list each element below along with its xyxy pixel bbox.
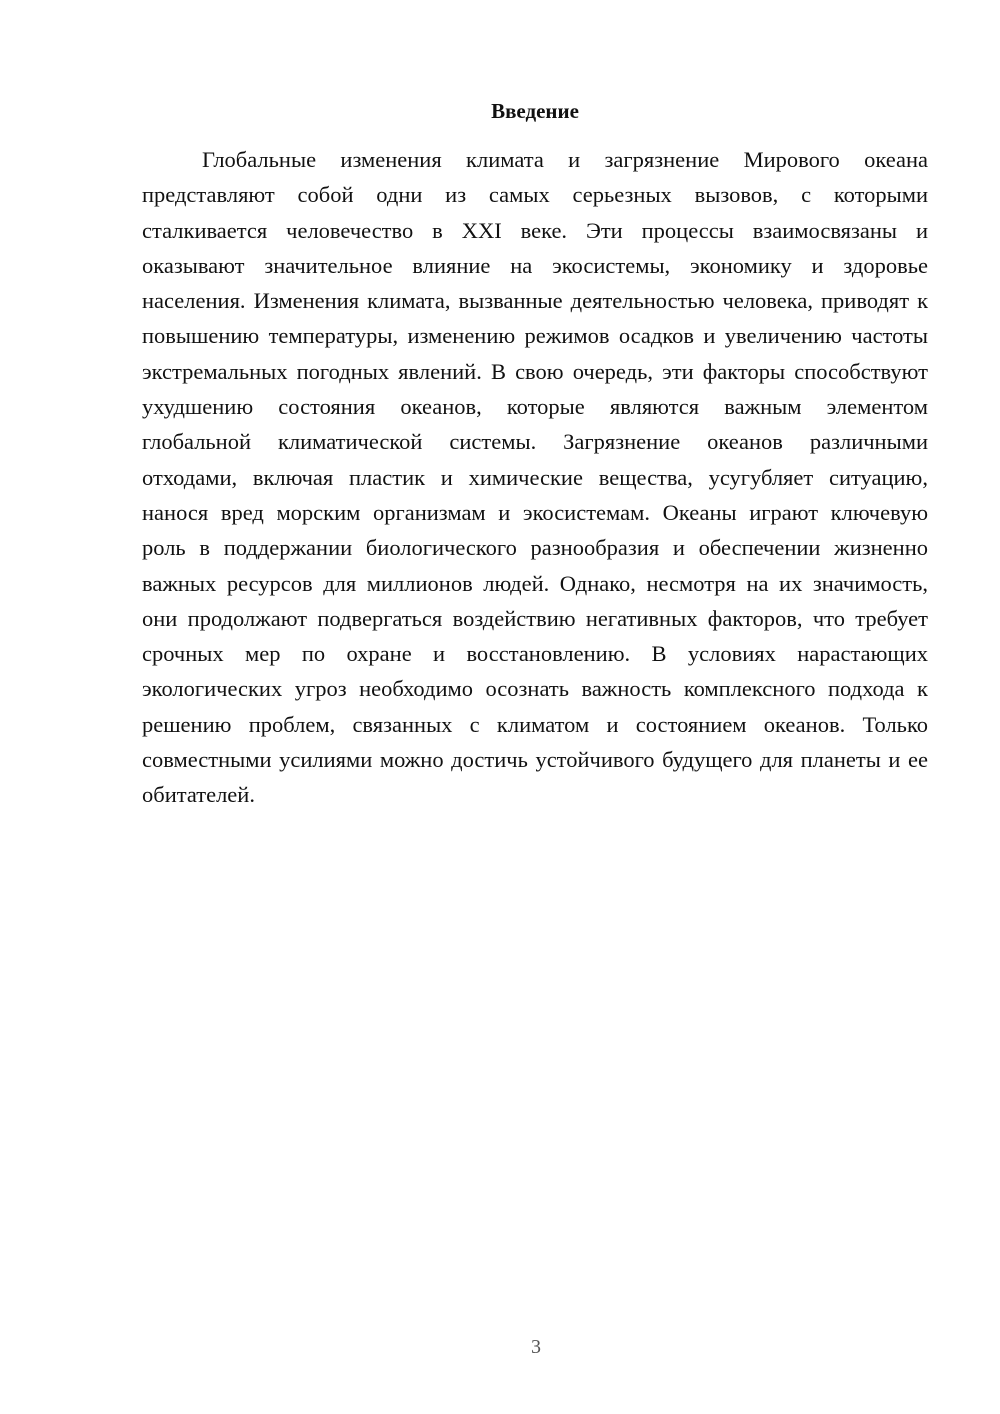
section-heading: Введение [491,99,579,123]
introduction-paragraph: Глобальные изменения климата и загрязнение Мирового океана представляют собой одни из самых серьезных вызовов, с которыми сталкивается человечество в XXI веке. Эти процессы взаимосвязаны и оказывают значительное влияние на экосистемы, экономику и здоровье населения. Изменения климата, вызванные деятельностью человека, приводят к повышению температуры, изменению режимов осадков и увеличению частоты экстремальных погодных явлений. В свою очередь, эти факторы способствуют ухудшению состояния океанов, которые являются важным элементом глобальной климатической системы. Загрязнение океанов различными отходами, включая пластик и химические вещества, усугубляет ситуацию, нанося вред морским организмам и экосистемам. Океаны играют ключевую роль в поддержании биологического разнообразия и обеспечении жизненно важных ресурсов для миллионов людей. Однако, несмотря на их значимость, они продолжают подвергаться воздействию негативных факторов, что требует срочных мер по охране и восстановлению. В условиях нарастающих экологических угроз необходимо осознать важность комплексного подхода к решению проблем, связанных с климатом и состоянием океанов. Только совместными усилиями можно достичь устойчивого будущего для планеты и ее обитателей. [142,147,928,808]
page-number: 3 [531,1336,541,1358]
